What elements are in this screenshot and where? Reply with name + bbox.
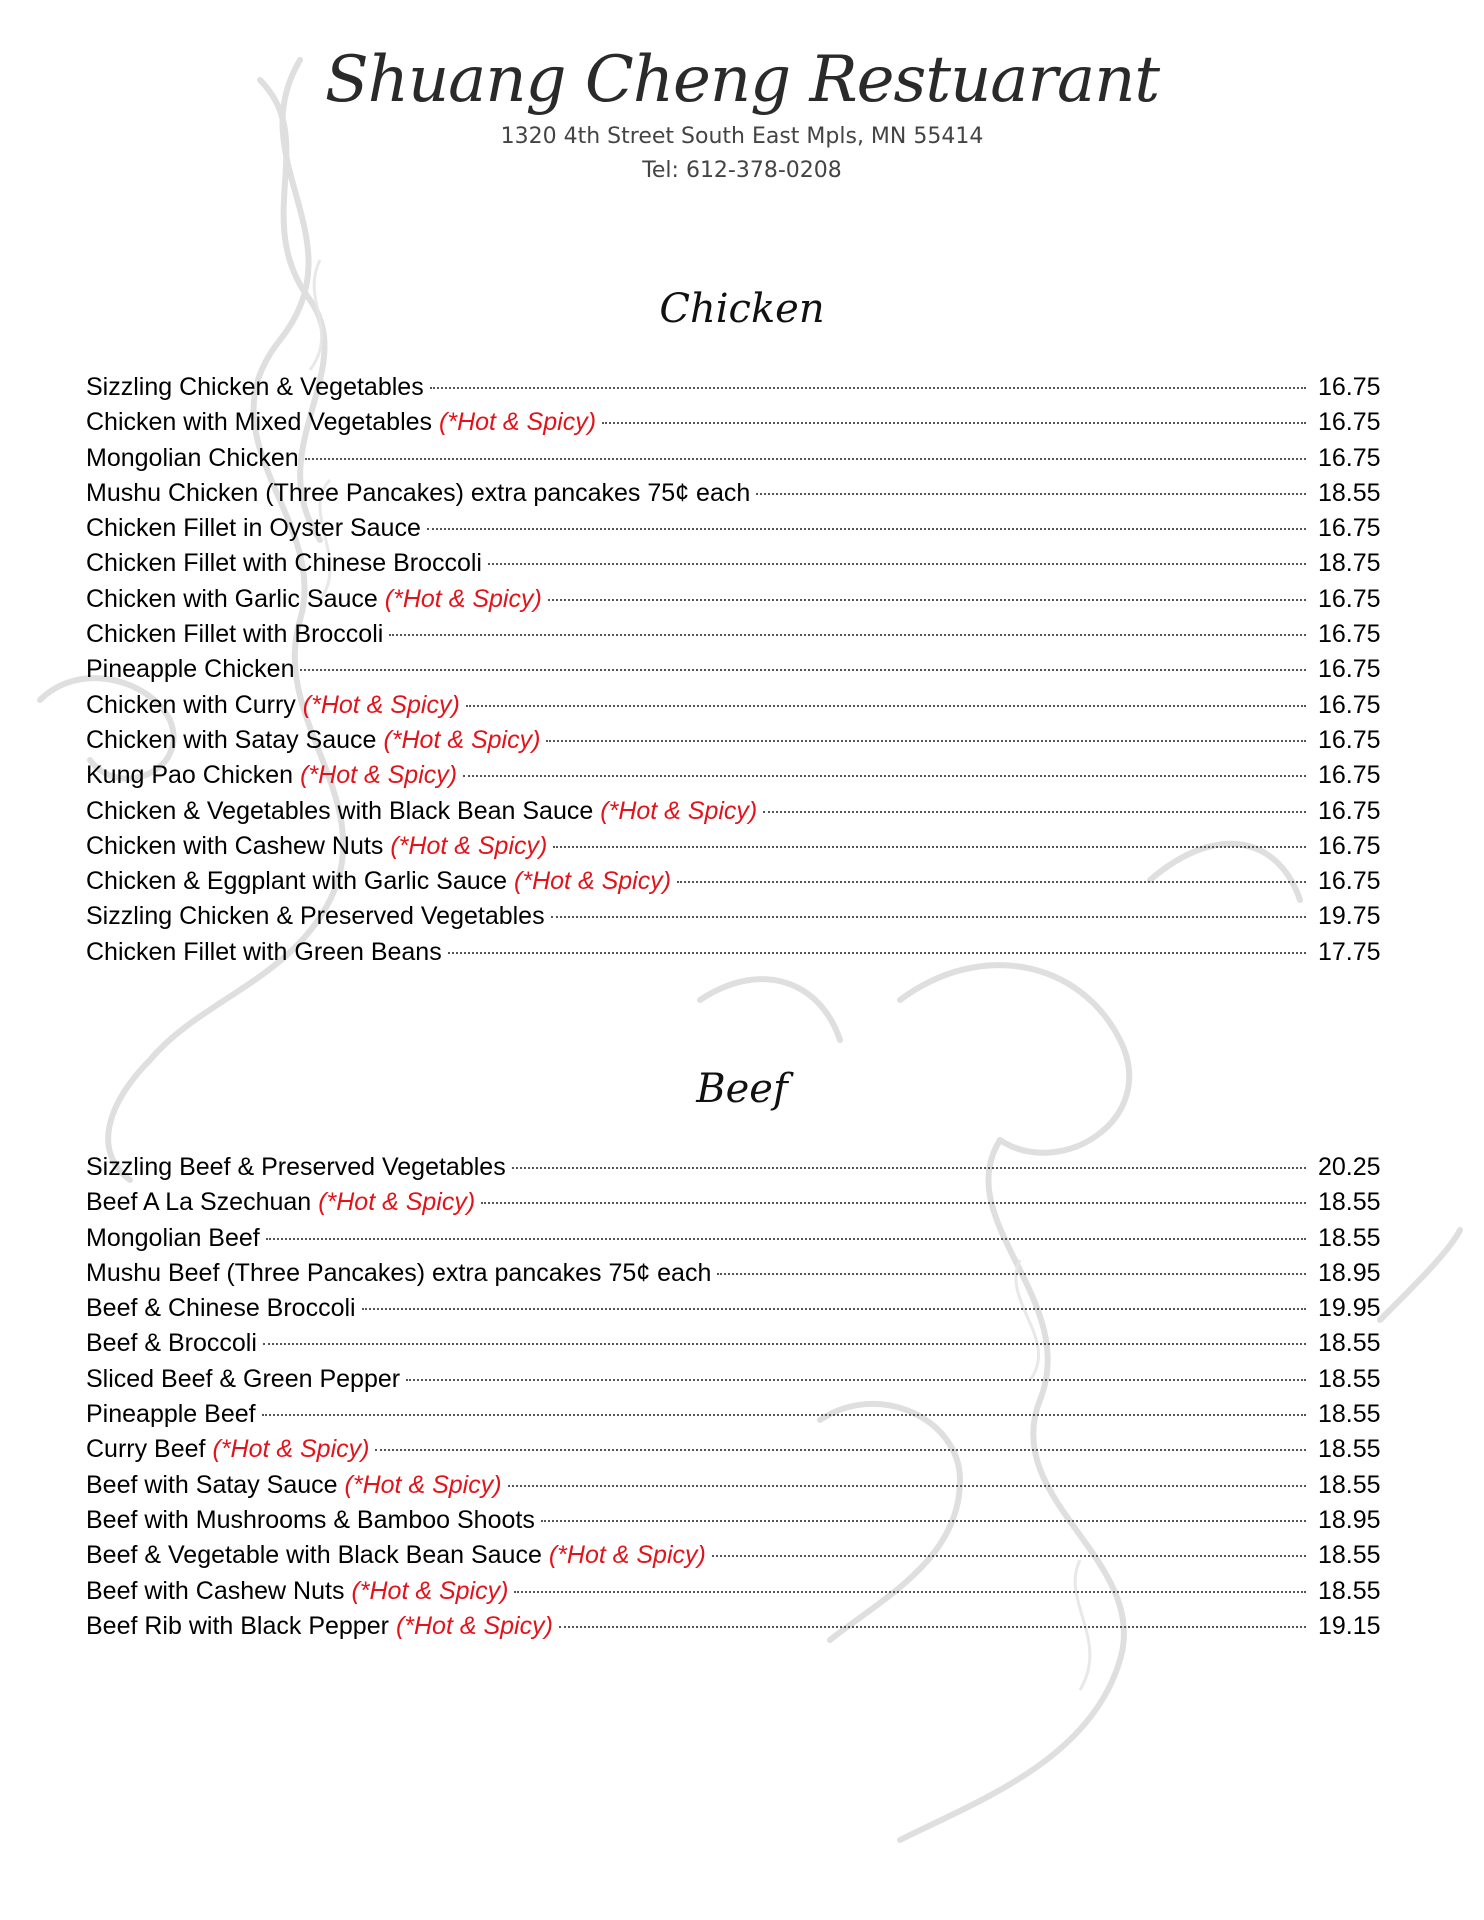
item-name: Chicken Fillet in Oyster Sauce <box>86 514 421 543</box>
dot-leader <box>551 916 1306 918</box>
menu-item <box>86 441 1386 476</box>
menu-item <box>86 723 1386 758</box>
restaurant-header <box>0 40 1484 188</box>
dot-leader <box>305 458 1306 460</box>
item-price: 18.55 <box>1318 1364 1381 1393</box>
item-price: 16.75 <box>1318 584 1381 613</box>
chicken-menu-list <box>86 370 1386 970</box>
item-price: 18.75 <box>1318 549 1381 578</box>
menu-item <box>86 1362 1386 1397</box>
spicy-label: (*Hot & Spicy) <box>300 761 458 790</box>
section-title-chicken: Chicken <box>659 286 825 332</box>
dot-leader <box>756 493 1306 495</box>
menu-item <box>86 1185 1386 1220</box>
dot-leader <box>362 1308 1306 1310</box>
item-price: 18.55 <box>1318 1400 1381 1429</box>
item-name: Chicken Fillet with Green Beans <box>86 937 442 966</box>
item-price: 16.75 <box>1318 831 1381 860</box>
item-name: Pineapple Chicken <box>86 655 295 684</box>
item-name: Curry Beef <box>86 1435 206 1464</box>
item-name: Beef A La Szechuan <box>86 1188 312 1217</box>
item-name: Beef with Satay Sauce <box>86 1470 338 1499</box>
dot-leader <box>263 1343 1306 1345</box>
item-name: Chicken & Vegetables with Black Bean Sauce <box>86 796 594 825</box>
item-name: Beef & Chinese Broccoli <box>86 1294 356 1323</box>
menu-item <box>86 688 1386 723</box>
item-name: Mongolian Chicken <box>86 443 299 472</box>
item-price: 19.75 <box>1318 902 1381 931</box>
menu-item <box>86 405 1386 440</box>
item-name: Mushu Beef (Three Pancakes) extra pancakes 75¢ each <box>86 1258 712 1287</box>
dot-leader <box>448 952 1306 954</box>
dot-leader <box>406 1379 1306 1381</box>
dot-leader <box>389 634 1306 636</box>
item-name: Sizzling Beef & Preserved Vegetables <box>86 1153 506 1181</box>
spicy-label: (*Hot & Spicy) <box>383 725 541 754</box>
dot-leader <box>548 599 1306 601</box>
dot-leader <box>427 528 1306 530</box>
restaurant-name: Shuang Cheng Restuarant <box>324 43 1160 117</box>
dot-leader <box>553 846 1306 848</box>
item-price: 16.75 <box>1318 796 1381 825</box>
section-title-beef: Beef <box>696 1066 788 1112</box>
item-price: 16.75 <box>1318 867 1381 896</box>
menu-item <box>86 582 1386 617</box>
item-name: Beef Rib with Black Pepper <box>86 1611 389 1640</box>
item-name: Sliced Beef & Green Pepper <box>86 1364 401 1393</box>
spicy-label: (*Hot & Spicy) <box>344 1470 502 1499</box>
item-name: Chicken with Mixed Vegetables <box>86 408 433 437</box>
item-name: Pineapple Beef <box>86 1400 256 1429</box>
dot-leader <box>763 811 1306 813</box>
item-price: 16.75 <box>1318 620 1381 649</box>
item-name: Sizzling Chicken & Vegetables <box>86 373 424 401</box>
item-price: 19.95 <box>1318 1294 1381 1323</box>
menu-item <box>86 1150 1386 1185</box>
menu-item <box>86 370 1386 405</box>
menu-item <box>86 1432 1386 1467</box>
dot-leader <box>717 1273 1306 1275</box>
item-price: 18.55 <box>1318 1223 1381 1252</box>
item-price: 18.55 <box>1318 1541 1381 1570</box>
item-price: 16.75 <box>1318 655 1381 684</box>
item-name: Beef with Mushrooms & Bamboo Shoots <box>86 1505 535 1534</box>
item-name: Chicken Fillet with Chinese Broccoli <box>86 549 482 578</box>
item-name: Sizzling Chicken & Preserved Vegetables <box>86 902 545 931</box>
dot-leader <box>541 1520 1306 1522</box>
item-name: Mongolian Beef <box>86 1223 260 1252</box>
item-name: Chicken Fillet with Broccoli <box>86 620 384 649</box>
menu-item <box>86 794 1386 829</box>
dot-leader <box>546 740 1306 742</box>
item-price: 16.75 <box>1318 443 1381 472</box>
menu-item <box>86 617 1386 652</box>
menu-item <box>86 1468 1386 1503</box>
item-name: Chicken with Satay Sauce <box>86 725 377 754</box>
spicy-label: (*Hot & Spicy) <box>351 1576 509 1605</box>
menu-item <box>86 1256 1386 1291</box>
dot-leader <box>266 1238 1306 1240</box>
spicy-label: (*Hot & Spicy) <box>514 867 672 896</box>
item-price: 16.75 <box>1318 725 1381 754</box>
dot-leader <box>602 422 1306 424</box>
menu-item <box>86 864 1386 899</box>
spicy-label: (*Hot & Spicy) <box>390 831 548 860</box>
dot-leader <box>481 1202 1306 1204</box>
item-price: 16.75 <box>1318 514 1381 543</box>
item-name: Beef with Cashew Nuts <box>86 1576 345 1605</box>
item-price: 18.55 <box>1318 1470 1381 1499</box>
menu-item <box>86 1574 1386 1609</box>
item-name: Mushu Chicken (Three Pancakes) extra pancakes 75¢ each <box>86 478 751 507</box>
menu-item <box>86 511 1386 546</box>
spicy-label: (*Hot & Spicy) <box>384 584 542 613</box>
item-name: Beef & Broccoli <box>86 1329 257 1358</box>
item-price: 16.75 <box>1318 408 1381 437</box>
item-price: 18.95 <box>1318 1258 1381 1287</box>
item-price: 18.55 <box>1318 1435 1381 1464</box>
menu-item <box>86 546 1386 581</box>
dot-leader <box>430 387 1306 389</box>
menu-item <box>86 1503 1386 1538</box>
menu-item <box>86 1538 1386 1573</box>
item-price: 16.75 <box>1318 373 1381 401</box>
dot-leader <box>488 563 1306 565</box>
dot-leader <box>677 881 1306 883</box>
item-price: 16.75 <box>1318 761 1381 790</box>
dot-leader <box>463 775 1306 777</box>
dot-leader <box>712 1555 1306 1557</box>
item-price: 18.55 <box>1318 1576 1381 1605</box>
item-name: Chicken with Garlic Sauce <box>86 584 378 613</box>
item-name: Chicken with Curry <box>86 690 296 719</box>
menu-item <box>86 1221 1386 1256</box>
restaurant-phone: Tel: 612-378-0208 <box>642 158 842 183</box>
spicy-label: (*Hot & Spicy) <box>302 690 460 719</box>
dot-leader <box>512 1167 1306 1169</box>
item-price: 18.55 <box>1318 478 1381 507</box>
beef-menu-list <box>86 1150 1386 1644</box>
restaurant-address: 1320 4th Street South East Mpls, MN 55414 <box>500 124 984 149</box>
dot-leader <box>559 1626 1306 1628</box>
spicy-label: (*Hot & Spicy) <box>548 1541 706 1570</box>
menu-item <box>86 1397 1386 1432</box>
spicy-label: (*Hot & Spicy) <box>439 408 597 437</box>
item-name: Beef & Vegetable with Black Bean Sauce <box>86 1541 542 1570</box>
menu-item <box>86 652 1386 687</box>
item-price: 16.75 <box>1318 690 1381 719</box>
dot-leader <box>514 1591 1306 1593</box>
menu-item <box>86 829 1386 864</box>
dot-leader <box>375 1449 1306 1451</box>
menu-item <box>86 1291 1386 1326</box>
spicy-label: (*Hot & Spicy) <box>600 796 758 825</box>
spicy-label: (*Hot & Spicy) <box>212 1435 370 1464</box>
menu-item <box>86 1609 1386 1644</box>
item-price: 20.25 <box>1318 1153 1381 1181</box>
dot-leader <box>466 705 1306 707</box>
dot-leader <box>508 1485 1306 1487</box>
item-price: 17.75 <box>1318 937 1381 966</box>
spicy-label: (*Hot & Spicy) <box>318 1188 476 1217</box>
item-price: 18.55 <box>1318 1188 1381 1217</box>
menu-item <box>86 1326 1386 1361</box>
item-name: Chicken with Cashew Nuts <box>86 831 384 860</box>
dot-leader <box>262 1414 1306 1416</box>
item-price: 19.15 <box>1318 1611 1381 1640</box>
menu-item <box>86 758 1386 793</box>
spicy-label: (*Hot & Spicy) <box>395 1611 553 1640</box>
menu-item <box>86 476 1386 511</box>
item-name: Chicken & Eggplant with Garlic Sauce <box>86 867 508 896</box>
item-price: 18.55 <box>1318 1329 1381 1358</box>
menu-item <box>86 899 1386 934</box>
item-name: Kung Pao Chicken <box>86 761 294 790</box>
dot-leader <box>300 669 1306 671</box>
menu-item <box>86 935 1386 970</box>
item-price: 18.95 <box>1318 1505 1381 1534</box>
